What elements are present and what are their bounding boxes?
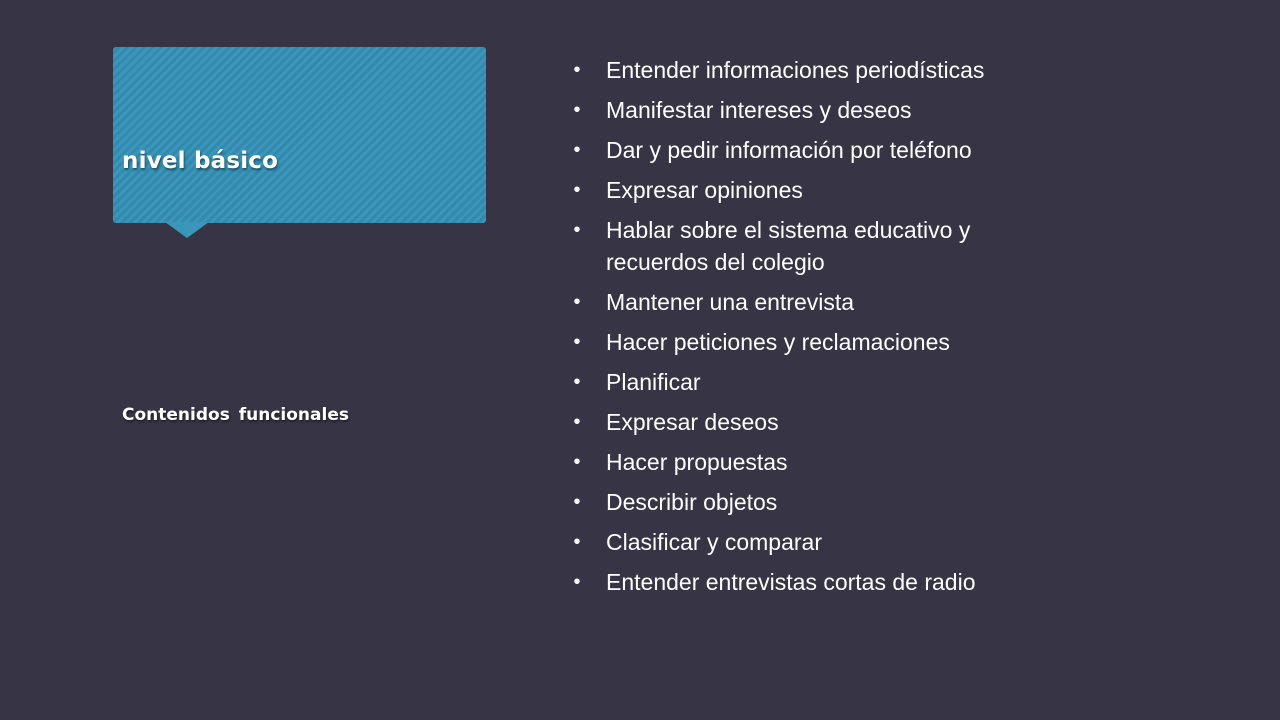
bullet-text: Expresar deseos [606,409,779,435]
bullet-text: Hacer propuestas [606,449,788,475]
bullet-text: Clasificar y comparar [606,529,822,555]
bullet-icon: • [573,179,581,201]
slide-title: nivel básico [122,148,279,174]
bullet-list [568,54,1028,606]
bullet-item [568,366,1028,398]
bullet-text: Describir objetos [606,489,778,515]
bullet-item [568,486,1028,518]
bullet-icon: • [573,571,581,593]
bullet-icon: • [573,139,581,161]
bullet-item [568,526,1028,558]
bullet-text: Hacer peticiones y reclamaciones [606,329,950,355]
bullet-icon: • [573,331,581,353]
bullet-text: Manifestar intereses y deseos [606,97,912,123]
bullet-icon: • [573,451,581,473]
bullet-item [568,174,1028,206]
bullet-text: Entender informaciones periodísticas [606,57,985,83]
bullet-icon: • [573,371,581,393]
bullet-item [568,286,1028,318]
bullet-item [568,446,1028,478]
bullet-icon: • [573,531,581,553]
bullet-text: Entender entrevistas cortas de radio [606,569,976,595]
title-box [113,47,486,223]
bullet-item [568,134,1028,166]
title-box-pointer [165,222,209,238]
bullet-text: Planificar [606,369,701,395]
bullet-text: Mantener una entrevista [606,289,855,315]
bullet-text: Hablar sobre el sistema educativo y recuerdos del colegio [606,217,971,275]
bullet-text: Expresar opiniones [606,177,803,203]
bullet-icon: • [573,291,581,313]
bullet-icon: • [573,59,581,81]
bullet-icon: • [573,491,581,513]
bullet-item [568,214,1028,278]
bullet-icon: • [573,219,581,241]
bullet-icon: • [573,99,581,121]
bullet-item [568,326,1028,358]
bullet-item [568,94,1028,126]
bullet-item [568,406,1028,438]
bullet-item [568,54,1028,86]
bullet-icon: • [573,411,581,433]
slide-subtitle: Contenidos funcionales [122,405,349,425]
bullet-item [568,566,1028,598]
bullet-text: Dar y pedir información por teléfono [606,137,972,163]
